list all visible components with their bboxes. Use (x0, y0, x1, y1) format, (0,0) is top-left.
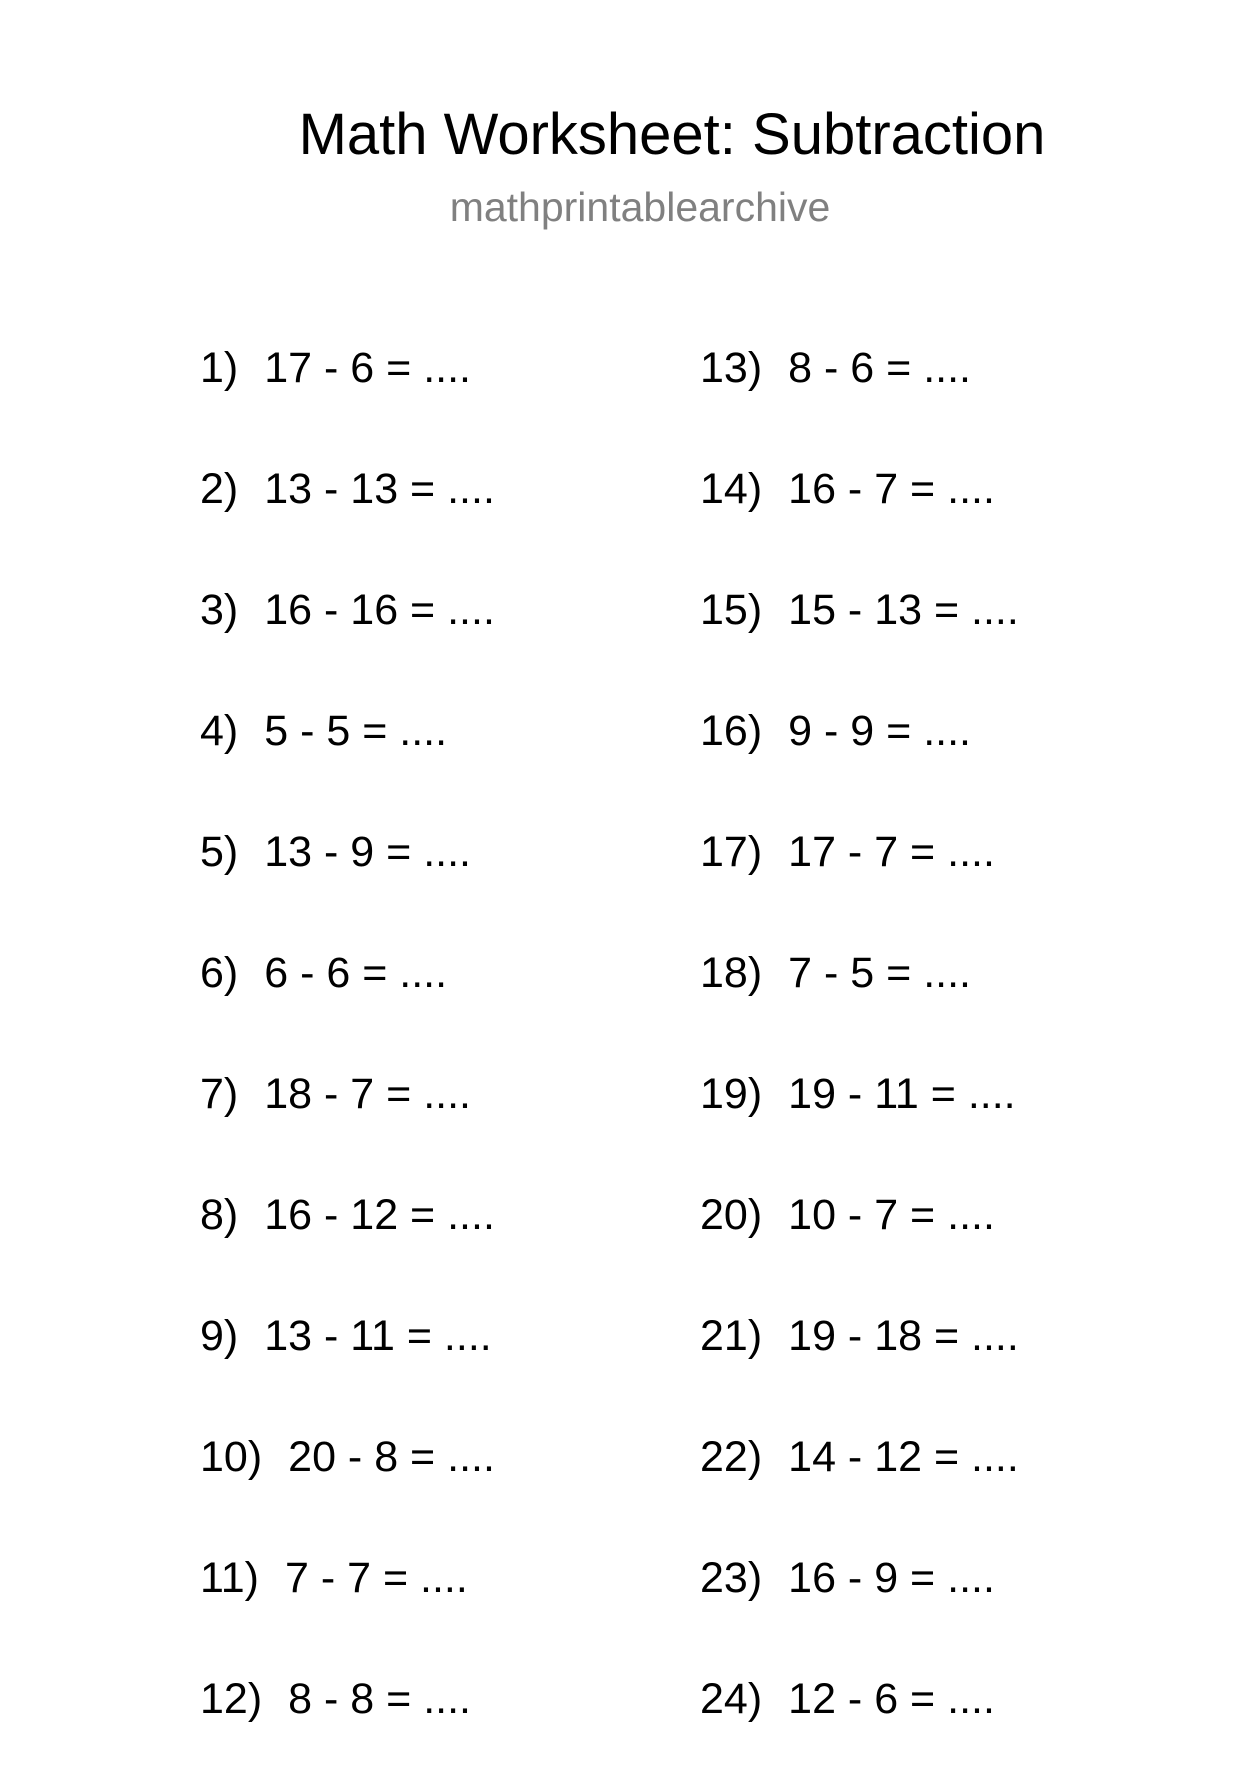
problem-item (700, 1187, 1180, 1308)
problem-expression: 13 - 9 = .... (264, 828, 471, 876)
problem-item (200, 1550, 680, 1671)
problem-expression: 10 - 7 = .... (788, 1191, 995, 1239)
problems-right-column (700, 340, 1180, 1792)
problem-expression: 16 - 9 = .... (788, 1554, 995, 1602)
problem-number: 24) (700, 1675, 763, 1723)
problem-expression: 8 - 6 = .... (788, 344, 971, 392)
problem-number: 3) (200, 586, 239, 634)
problem-number: 20) (700, 1191, 763, 1239)
problem-number: 15) (700, 586, 763, 634)
problem-number: 12) (200, 1675, 263, 1723)
problem-item (200, 703, 680, 824)
problem-item (700, 582, 1180, 703)
problem-expression: 16 - 7 = .... (788, 465, 995, 513)
problem-item (700, 1308, 1180, 1429)
problem-item (200, 1187, 680, 1308)
problem-expression: 19 - 11 = .... (788, 1070, 1016, 1118)
problem-expression: 6 - 6 = .... (264, 949, 448, 997)
problem-item (200, 824, 680, 945)
problem-number: 11) (200, 1554, 259, 1602)
problem-number: 19) (700, 1070, 763, 1118)
problem-expression: 16 - 16 = .... (264, 586, 495, 634)
problem-expression: 5 - 5 = .... (264, 707, 448, 755)
problem-item (200, 340, 680, 461)
problem-item (200, 1429, 680, 1550)
problem-item (200, 1308, 680, 1429)
problem-expression: 9 - 9 = .... (788, 707, 971, 755)
problem-item (200, 582, 680, 703)
problem-expression: 13 - 13 = .... (264, 465, 495, 513)
problem-number: 17) (700, 828, 763, 876)
page-title: Math Worksheet: Subtraction (298, 102, 1046, 167)
problem-expression: 17 - 7 = .... (788, 828, 995, 876)
problem-expression: 14 - 12 = .... (788, 1433, 1019, 1481)
problem-number: 5) (200, 828, 239, 876)
problem-expression: 16 - 12 = .... (264, 1191, 495, 1239)
problem-number: 1) (200, 344, 239, 392)
problem-number: 23) (700, 1554, 763, 1602)
problem-number: 14) (700, 465, 763, 513)
problem-number: 4) (200, 707, 239, 755)
problem-item (700, 340, 1180, 461)
problem-number: 7) (200, 1070, 239, 1118)
problems-left-column (200, 340, 680, 1792)
problem-expression: 13 - 11 = .... (264, 1312, 492, 1360)
problem-item (700, 1671, 1180, 1792)
problem-item (200, 945, 680, 1066)
problem-expression: 17 - 6 = .... (264, 344, 471, 392)
problem-number: 21) (700, 1312, 763, 1360)
problem-number: 22) (700, 1433, 763, 1481)
problem-item (700, 1429, 1180, 1550)
problem-expression: 18 - 7 = .... (264, 1070, 471, 1118)
problem-expression: 7 - 7 = .... (284, 1554, 468, 1602)
problem-number: 9) (200, 1312, 239, 1360)
problem-expression: 20 - 8 = .... (288, 1433, 495, 1481)
problem-expression: 15 - 13 = .... (788, 586, 1019, 634)
problem-expression: 19 - 18 = .... (788, 1312, 1019, 1360)
problem-expression: 8 - 8 = .... (288, 1675, 471, 1723)
problem-expression: 7 - 5 = .... (788, 949, 971, 997)
problem-number: 6) (200, 949, 239, 997)
problem-item (700, 1066, 1180, 1187)
problem-item (200, 461, 680, 582)
problem-number: 10) (200, 1433, 263, 1481)
problem-item (200, 1066, 680, 1187)
problem-number: 13) (700, 344, 763, 392)
problem-number: 8) (200, 1191, 239, 1239)
problem-item (200, 1671, 680, 1792)
problem-item (700, 1550, 1180, 1671)
problem-item (700, 703, 1180, 824)
problem-number: 16) (700, 707, 763, 755)
problem-item (700, 461, 1180, 582)
page-subtitle: mathprintablearchive (449, 184, 831, 230)
problem-expression: 12 - 6 = .... (788, 1675, 995, 1723)
problem-number: 2) (200, 465, 239, 513)
problem-number: 18) (700, 949, 763, 997)
problem-item (700, 945, 1180, 1066)
problem-item (700, 824, 1180, 945)
